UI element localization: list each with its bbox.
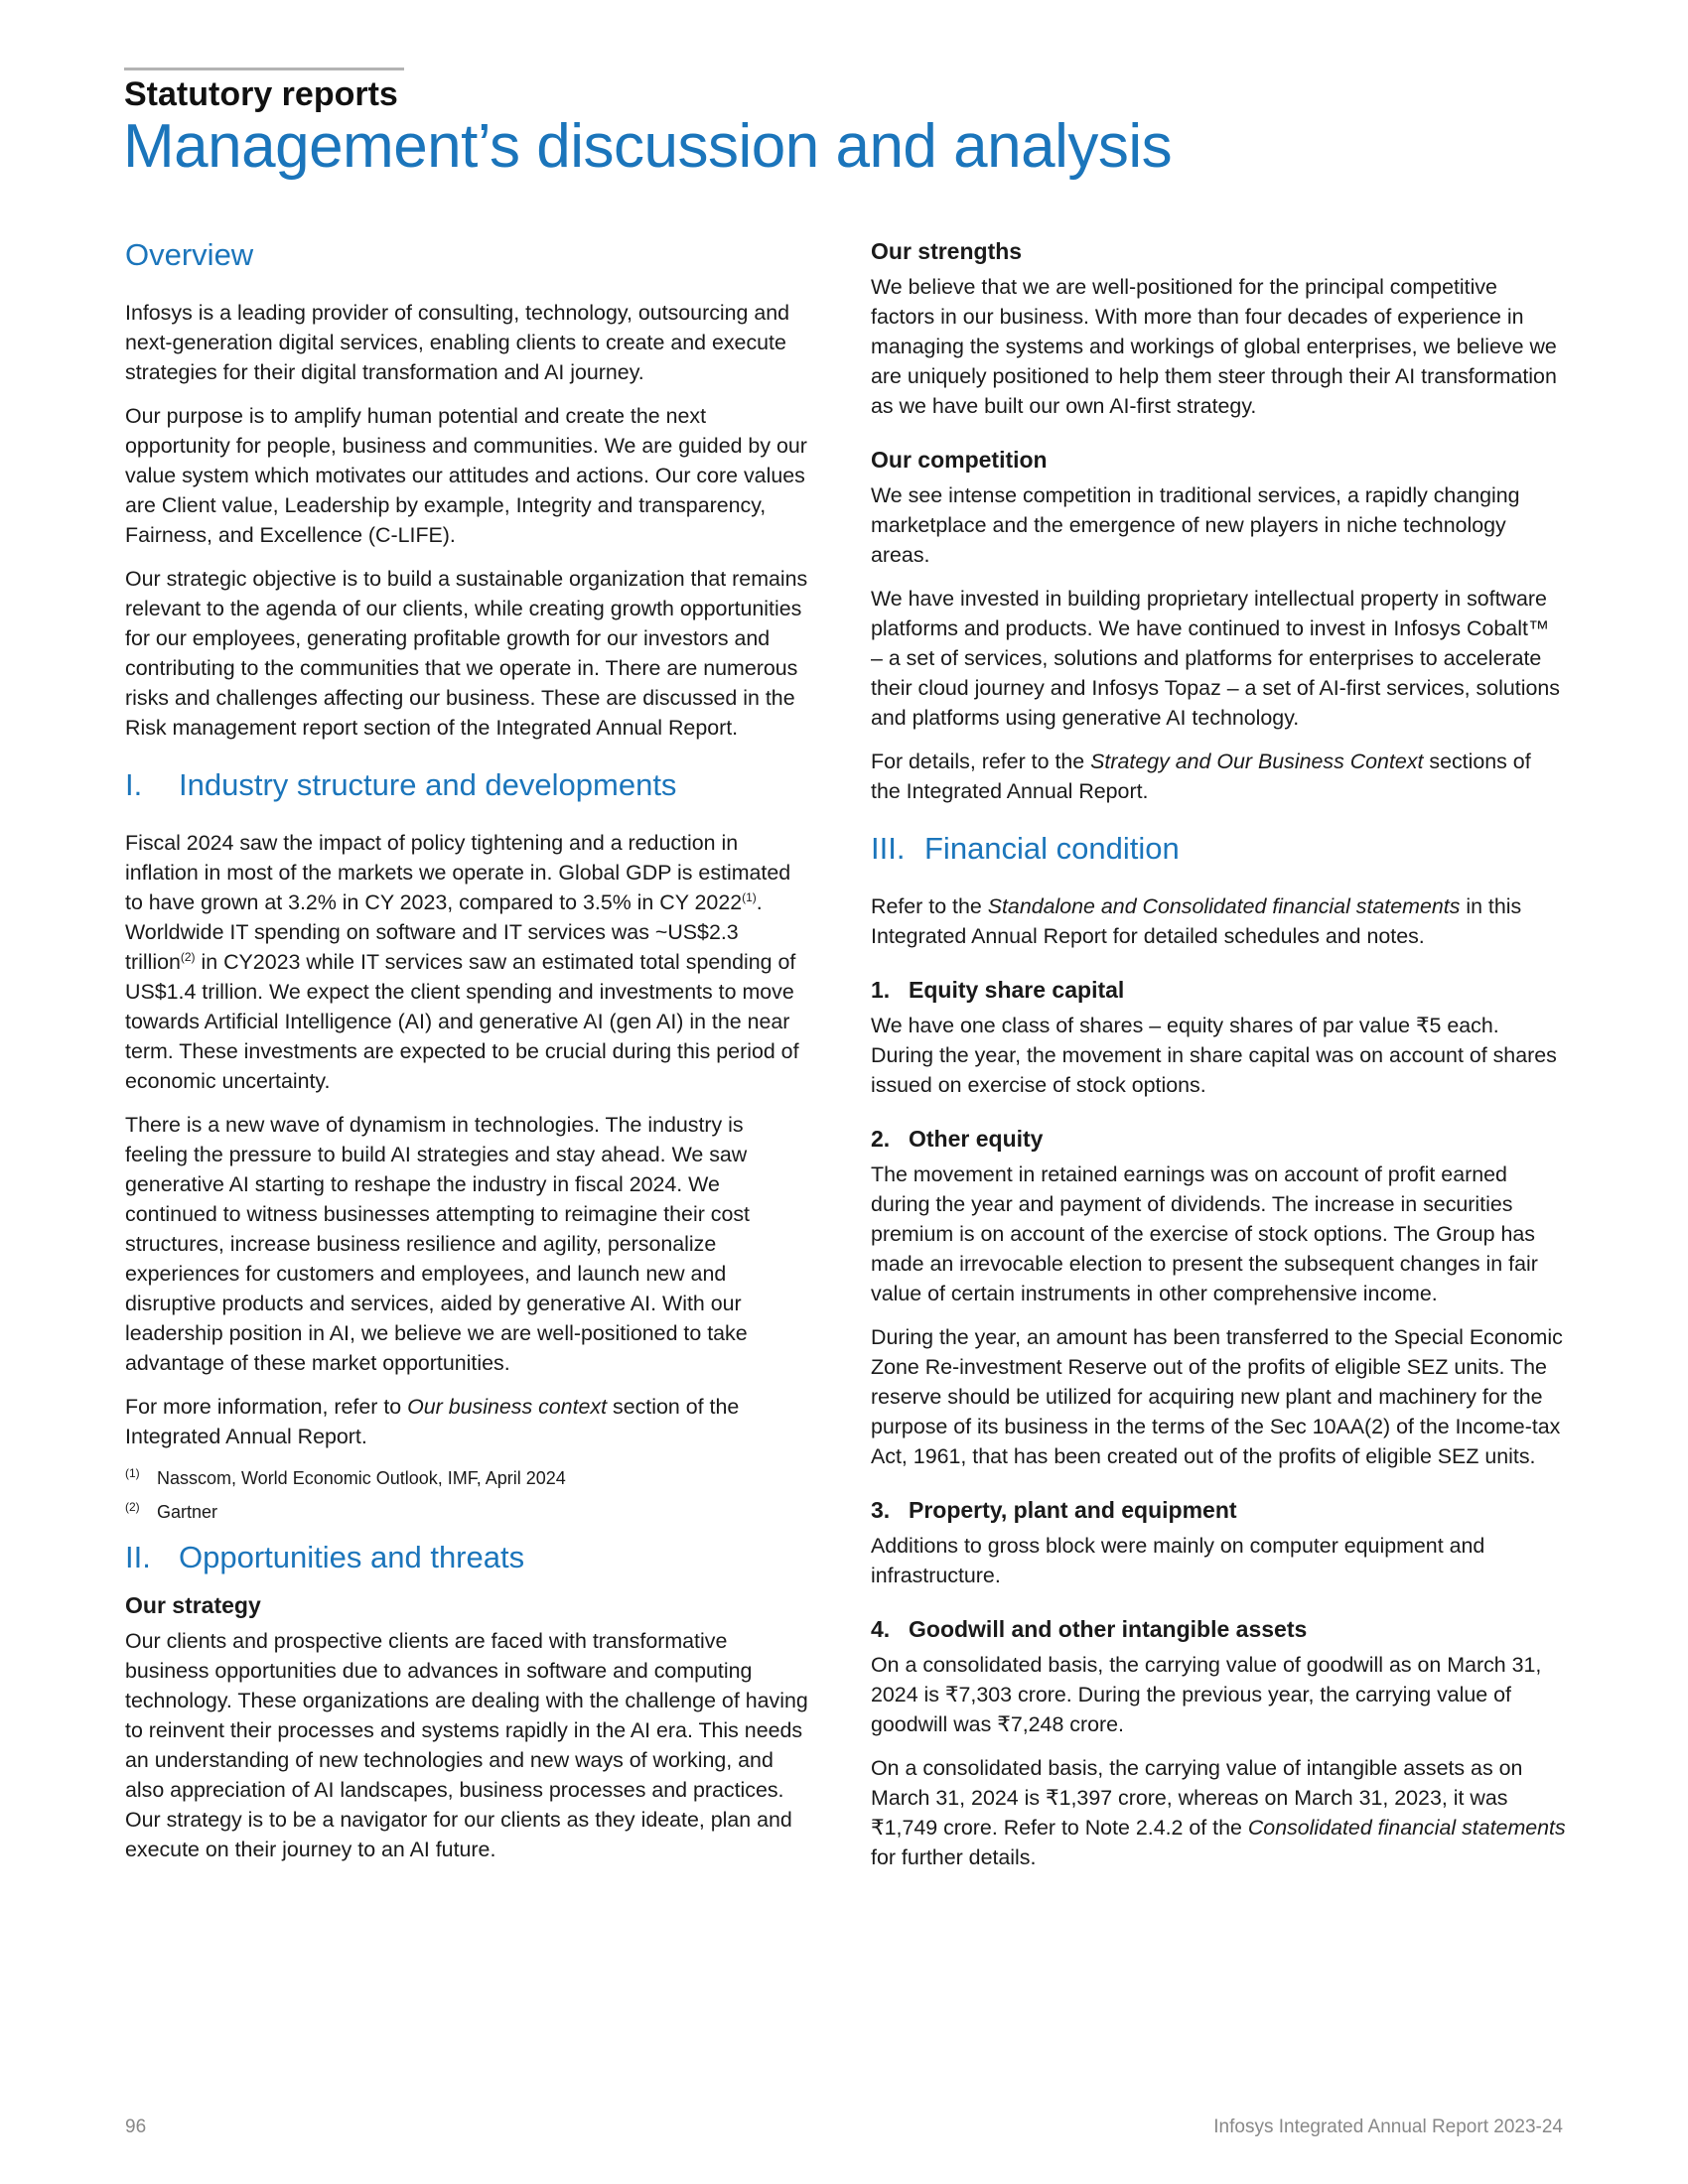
equity-paragraph: We have one class of shares – equity shares of par value ₹5 each. During the year, the movement in share capital was on account of shares issued on exercise of stock options.: [871, 1014, 1557, 1097]
page-number: 96: [125, 2116, 147, 2137]
industry-paragraph-3: For more information, refer to Our business context section of the Integrated Annual Report.: [125, 1395, 740, 1448]
competition-paragraph-2: We have invested in building proprietary intellectual property in software platforms and products. We have continued to invest in Infosys Cobalt™ – a set of services, solutions and platforms for enterprises to accelerate their cloud journey and Infosys Topaz – a set of AI-first services, solutions and platforms using generative AI technology.: [871, 587, 1560, 730]
footnote-ref-2: (2): [180, 949, 196, 964]
opportunities-heading: [125, 1539, 810, 1576]
strengths-heading: Our strengths: [871, 238, 1023, 264]
other-equity-paragraph-2: During the year, an amount has been transferred to the Special Economic Zone Re-investment Reserve out of the profits of eligible SEZ units. The reserve should be utilized for acquiring new plant and machinery for the purpose of its business in the terms of the Sec 10AA(2) of the Income-tax Act, 1961, that has been created out of the profits of eligible SEZ units.: [871, 1325, 1563, 1468]
section-label: Statutory reports: [124, 75, 398, 113]
header-rule: [124, 68, 404, 70]
footer-report-title: Infosys Integrated Annual Report 2023-24: [1213, 2116, 1563, 2137]
strategy-context-ref: Strategy and Our Business Context: [1090, 750, 1424, 773]
industry-heading-text: Industry structure and developments: [179, 767, 677, 802]
goodwill-heading: 4. Goodwill and other intangible assets: [871, 1616, 1308, 1642]
overview-paragraph-3: Our strategic objective is to build a sustainable organization that remains relevant to the agenda of our clients, while creating growth opportunities for our employees, generating profitable growth for our investors and contributing to the communities that we operate in. There are numerous risks and challenges affecting our business. These are discussed in the Risk management report section of the Integrated Annual Report.: [125, 567, 808, 740]
equity-heading: 1. Equity share capital: [871, 977, 1125, 1003]
industry-paragraph-2: There is a new wave of dynamism in technologies. The industry is feeling the pressure to build AI strategies and stay ahead. We saw generative AI starting to reshape the industry in fiscal 2024. We continued to witness businesses attempting to reimagine their cost structures, increase business resilience and agility, personalize experiences for customers and employees, and launch new and disruptive products and services, aided by generative AI. With our leadership position in AI, we believe we are well-positioned to take advantage of these market opportunities.: [125, 1113, 750, 1375]
right-column: [871, 236, 1566, 1886]
other-equity-paragraph-1: The movement in retained earnings was on account of profit earned during the year and payment of dividends. The increase in securities premium is on account of the exercise of stock options. The Group has made an irrevocable election to present the subsequent changes in fair value of certain instruments in other comprehensive income.: [871, 1162, 1538, 1305]
footnote-1: (1) Nasscom, World Economic Outlook, IMF, April 2024: [125, 1466, 566, 1488]
other-equity-heading: 2. Other equity: [871, 1126, 1044, 1152]
competition-paragraph-1: We see intense competition in traditional services, a rapidly changing marketplace and the emergence of new players in niche technology areas.: [871, 483, 1520, 567]
page-title: Management’s discussion and analysis: [123, 112, 1173, 181]
industry-heading-number: I.: [125, 767, 143, 802]
strategy-paragraph: Our clients and prospective clients are faced with transformative business opportunities due to advances in software and computing technology. These organizations are dealing with the challenge of having to reinvent their processes and systems rapidly in the AI era. This needs an understanding of new technologies and new ways of working, and also appreciation of AI landscapes, business processes and practices. Our strategy is to be a navigator for our clients as they ideate, plan and execute on their journey to an AI future.: [125, 1629, 808, 1861]
financial-heading-text: Financial condition: [924, 831, 1180, 866]
ppe-paragraph: Additions to gross block were mainly on computer equipment and infrastructure.: [871, 1534, 1485, 1587]
goodwill-paragraph-1: On a consolidated basis, the carrying value of goodwill as on March 31, 2024 is ₹7,303 crore. During the previous year, the carrying value of goodwill was ₹7,248 crore.: [871, 1653, 1542, 1736]
consolidated-statements-ref: Consolidated financial statements: [1247, 1816, 1566, 1840]
left-column: [125, 236, 810, 1878]
financial-heading-number: III.: [871, 831, 906, 866]
footnote-ref-1: (1): [742, 889, 757, 904]
industry-heading: [125, 766, 810, 804]
footnote-2: (2) Gartner: [125, 1500, 218, 1522]
overview-paragraph-2: Our purpose is to amplify human potential and create the next opportunity for people, business and communities. We are guided by our value system which motivates our attitudes and actions. Our core values are Client value, Leadership by example, Integrity and transparency, Fairness, and Excellence (C-LIFE).: [125, 404, 807, 547]
financial-paragraph: Refer to the Standalone and Consolidated financial statements in this Integrated Annual Report for detailed schedules and notes.: [871, 894, 1522, 948]
ppe-heading: 3. Property, plant and equipment: [871, 1497, 1237, 1523]
competition-paragraph-3: For details, refer to the Strategy and Our Business Context sections of the Integrated Annual Report.: [871, 750, 1531, 803]
business-context-ref: Our business context: [407, 1395, 608, 1419]
strengths-paragraph: We believe that we are well-positioned for the principal competitive factors in our business. With more than four decades of experience in managing the systems and workings of global enterprises, we believe we are uniquely positioned to help them steer through their AI transformation as we have built our own AI-first strategy.: [871, 275, 1557, 418]
goodwill-paragraph-2: On a consolidated basis, the carrying value of intangible assets as on March 31, 2024 is ₹1,397 crore, whereas on March 31, 2023, it was ₹1,749 crore. Refer to Note 2.4.2 of the Consolidated financial statements for further details.: [871, 1756, 1566, 1869]
opportunities-heading-number: II.: [125, 1540, 151, 1574]
overview-paragraph-1: Infosys is a leading provider of consulting, technology, outsourcing and next-generation digital services, enabling clients to create and execute strategies for their digital transformation and AI journey.: [125, 301, 790, 384]
overview-heading: Overview: [125, 237, 254, 272]
competition-heading: Our competition: [871, 447, 1048, 473]
industry-paragraph-1: Fiscal 2024 saw the impact of policy tightening and a reduction in inflation in most of the markets we operate in. Global GDP is estimated to have grown at 3.2% in CY 2023, compared to 3.5% in CY 2022$^{(1)}$. Worldwide IT spending on software and IT services was ~US$2.3 trillion$^{(2)}$ in CY2023 while IT services saw an estimated total spending of US$1.4 trillion. We expect the client spending and investments to move towards Artificial Intelligence (AI) and generative AI (gen AI) in the near term. These investments are expected to be crucial during this period of economic uncertainty.: [125, 831, 799, 1093]
opportunities-heading-text: Opportunities and threats: [179, 1540, 525, 1574]
financial-statements-ref: Standalone and Consolidated financial statements: [987, 894, 1461, 918]
financial-heading: [871, 830, 1566, 868]
strategy-heading: Our strategy: [125, 1592, 261, 1618]
